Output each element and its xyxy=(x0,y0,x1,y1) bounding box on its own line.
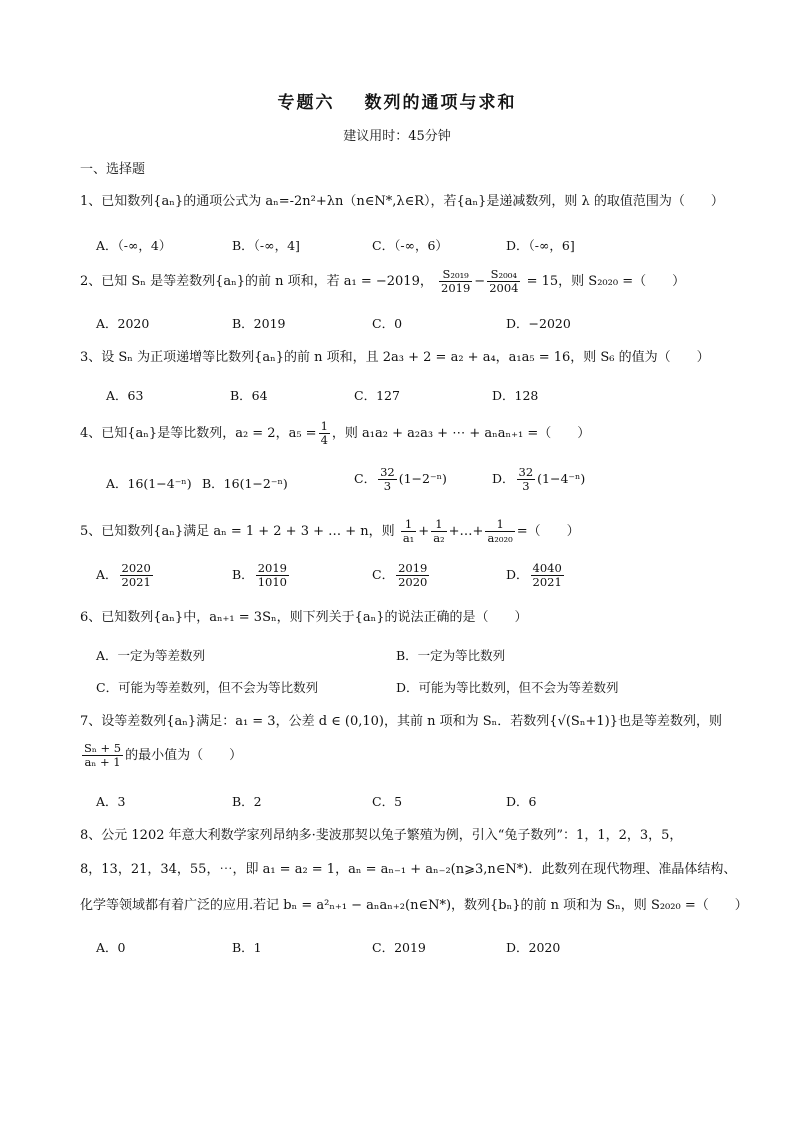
fraction: $\frac{\text{S₂₀₀₄}}{2004}$ xyxy=(489,267,519,295)
option-d: D．2020 xyxy=(506,940,561,955)
fraction: $\frac{1}{4}$ xyxy=(320,419,328,447)
option-a: A．16(1−4⁻ⁿ) xyxy=(106,476,192,491)
option-c: C．127 xyxy=(354,388,400,403)
option-b: B． $\frac{2019}{1010}$ xyxy=(232,561,287,589)
option-c: C．可能为等差数列，但不会为等比数列 xyxy=(96,680,319,695)
question-6: 6、已知数列{aₙ}中，aₙ₊₁ = 3Sₙ，则下列关于{aₙ}的说法正确的是（ ） xyxy=(80,610,528,625)
option-d: D． $\frac{4040}{2021}$ xyxy=(506,561,562,589)
question-5: 5、已知数列{aₙ}满足 aₙ = 1 + 2 + 3 + … + n，则 $\frac{1}{\text{a₁}}$ + $\frac{1}{\text{a₂}}$ +…+ $\frac{1}{\text{a₂₀₂₀}}$ =（ ） xyxy=(80,517,580,545)
option-b: B．2019 xyxy=(232,316,286,331)
option-d: D．可能为等比数列，但不会为等差数列 xyxy=(396,680,619,695)
option-a: A．63 xyxy=(106,388,144,403)
page-title xyxy=(0,88,794,113)
option-a: A．0 xyxy=(96,940,126,955)
option-d: D．−2020 xyxy=(506,316,571,331)
option-b: B．64 xyxy=(230,388,268,403)
option-b: B．1 xyxy=(232,940,262,955)
option-a: A．3 xyxy=(96,794,126,809)
fraction: $\frac{\text{S₂₀₁₉}}{2019}$ xyxy=(441,267,471,295)
option-d: D．6 xyxy=(506,794,537,809)
question-2: 2、已知 Sₙ 是等差数列{aₙ}的前 n 项和，若 a₁ = −2019， $\frac{\text{S₂₀₁₉}}{2019}$ − $\frac{\text{S₂₀₀₄}}{2004}$ = 15，则 S₂₀₂₀ =（ ） xyxy=(80,267,686,295)
option-c: C． $\frac{32}{3}$ (1−2⁻ⁿ) xyxy=(354,465,447,493)
title-right: 数列的通项与求和 xyxy=(364,93,517,113)
option-c: C．（-∞，6） xyxy=(372,238,448,253)
option-d: D．（-∞，6] xyxy=(506,238,575,253)
question-4: 4、已知{aₙ}是等比数列，a₂ = 2，a₅ = $\frac{1}{4}$ ，则 a₁a₂ + a₂a₃ + ⋯ + aₙaₙ₊₁ =（ ） xyxy=(80,419,591,447)
option-a: A．（-∞，4） xyxy=(96,238,172,253)
option-d: D．128 xyxy=(492,388,539,403)
question-3: 3、设 Sₙ 为正项递增等比数列{aₙ}的前 n 项和，且 2a₃ + 2 = a₂ + a₄，a₁a₅ = 16，则 S₆ 的值为（ ） xyxy=(80,350,710,365)
option-b: B．2 xyxy=(232,794,262,809)
option-c: C． $\frac{2019}{2020}$ xyxy=(372,561,428,589)
question-8-line2: 8，13，21，34，55，⋯，即 a₁ = a₂ = 1，aₙ = aₙ₋₁ + aₙ₋₂(n⩾3,n∈N*)．此数列在现代物理、准晶体结构、 xyxy=(80,862,737,877)
option-c: C．0 xyxy=(372,316,403,331)
option-a: A．一定为等差数列 xyxy=(96,648,206,663)
option-d: D． $\frac{32}{3}$ (1−4⁻ⁿ) xyxy=(492,465,586,493)
question-7-line2: $\frac{\text{Sₙ + 5}}{\text{aₙ + 1}}$ 的最小值为（ ） xyxy=(84,741,243,769)
option-a: A．2020 xyxy=(96,316,150,331)
question-8-line3: 化学等领域都有着广泛的应用.若记 bₙ = a²ₙ₊₁ − aₙaₙ₊₂(n∈N*)，数列{bₙ}的前 n 项和为 Sₙ，则 S₂₀₂₀ =（ ） xyxy=(80,898,748,913)
suggested-time: 建议用时：45分钟 xyxy=(343,129,451,144)
option-c: C．2019 xyxy=(372,940,426,955)
option-b: B．（-∞，4] xyxy=(232,238,300,253)
question-1: 1、已知数列{aₙ}的通项公式为 aₙ=-2n²+λn（n∈N*,λ∈R），若{aₙ}是递减数列，则 λ 的取值范围为（ ） xyxy=(80,194,724,209)
option-c: C．5 xyxy=(372,794,403,809)
section-heading: 一、选择题 xyxy=(80,162,146,177)
question-8: 8、公元 1202 年意大利数学家列昂纳多·斐波那契以兔子繁殖为例，引入“兔子数列”：1，1，2，3，5， xyxy=(80,828,683,843)
option-a: A． $\frac{2020}{2021}$ xyxy=(96,561,151,589)
question-7: 7、设等差数列{aₙ}满足：a₁ = 3，公差 d ∈ (0,10)，其前 n 项和为 Sₙ．若数列{√(Sₙ+1)}也是等差数列，则 xyxy=(80,714,722,729)
option-b: B．一定为等比数列 xyxy=(396,648,506,663)
option-b: B．16(1−2⁻ⁿ) xyxy=(202,476,288,491)
title-left: 专题六 xyxy=(277,93,335,113)
